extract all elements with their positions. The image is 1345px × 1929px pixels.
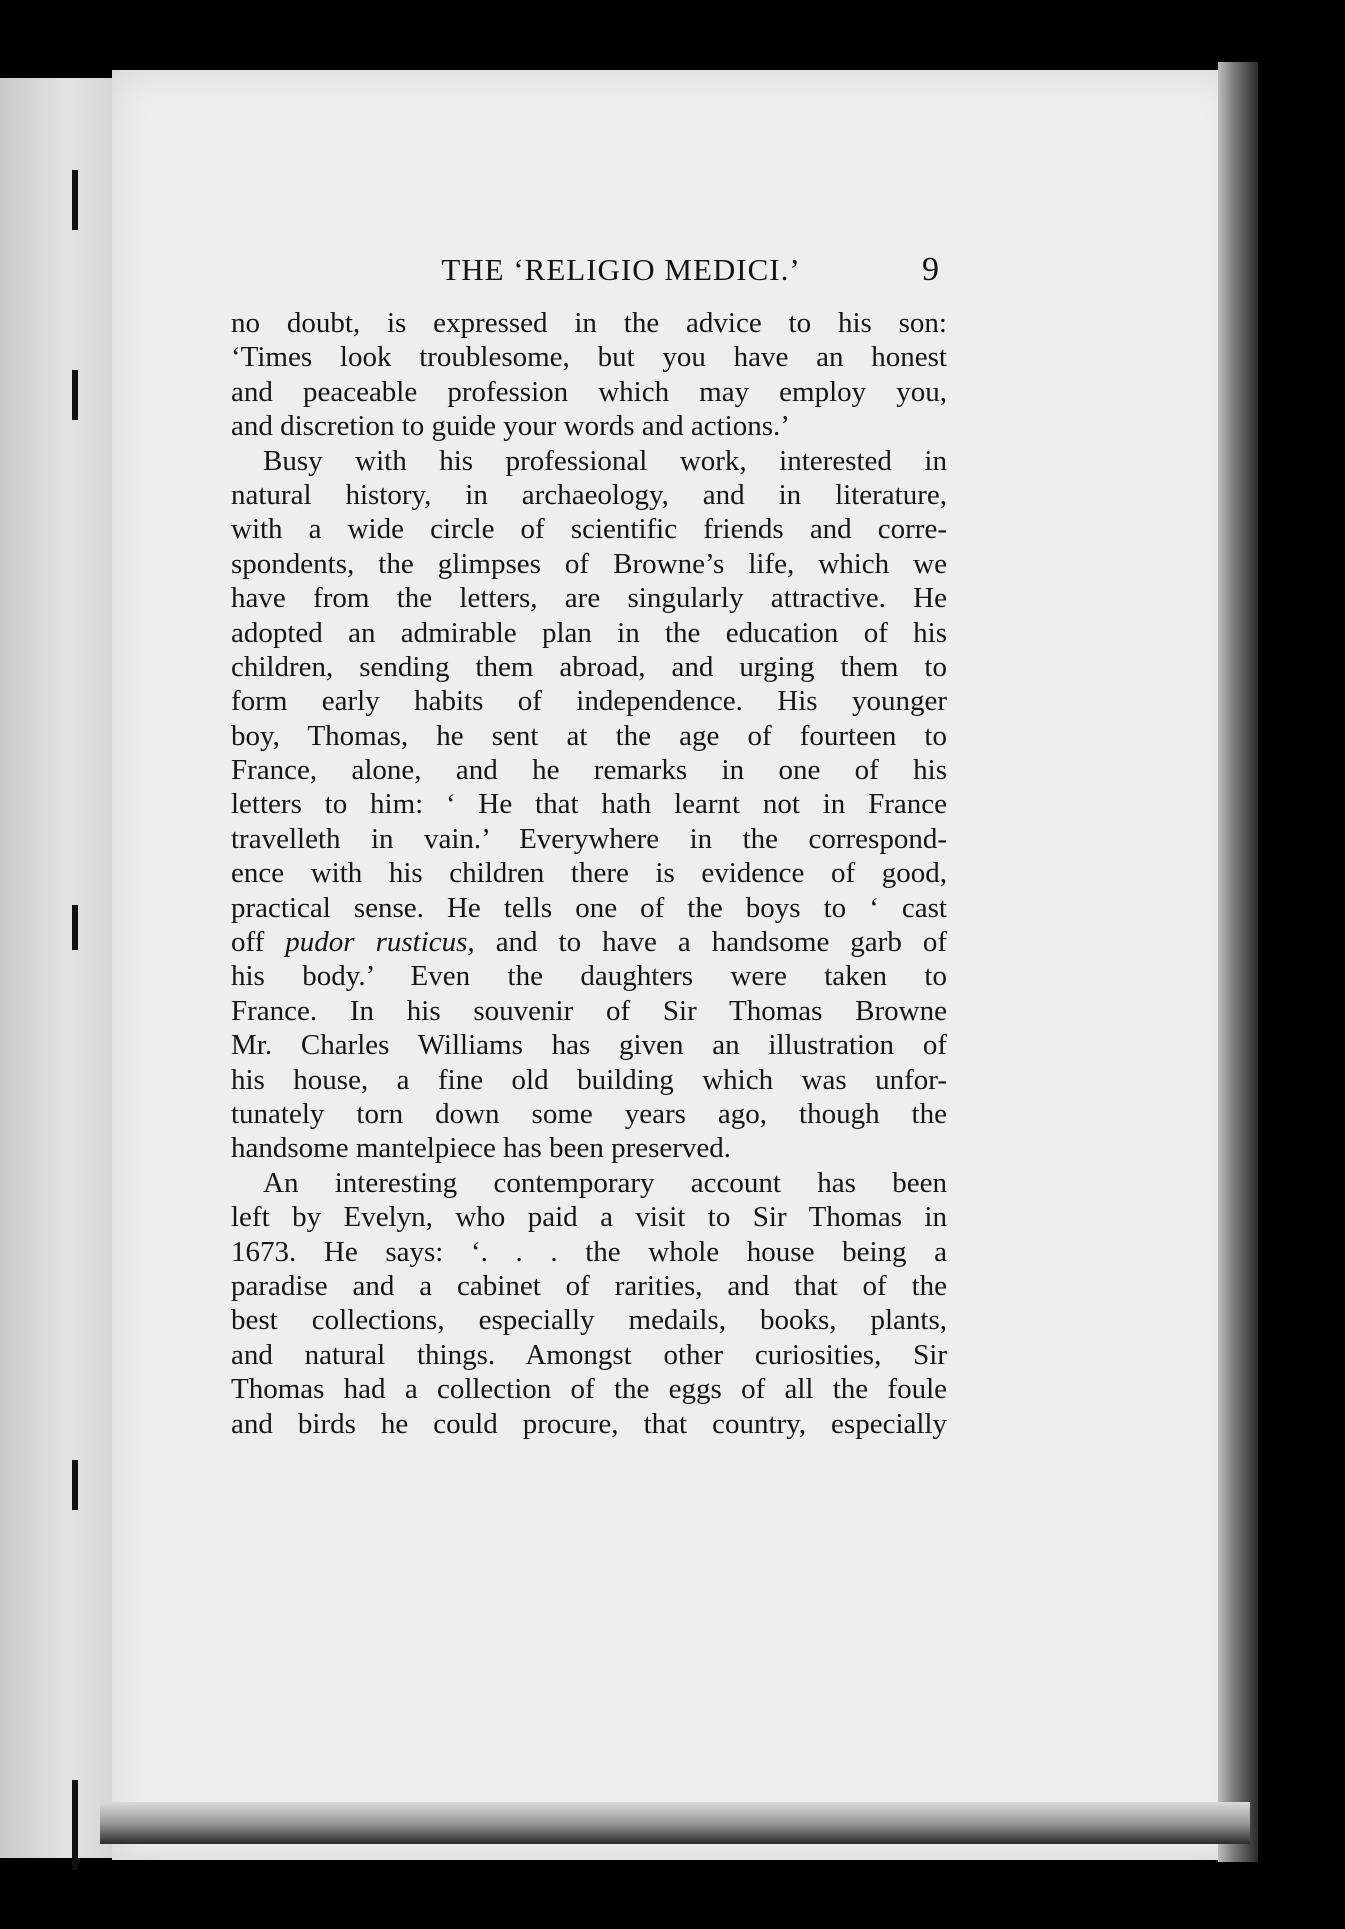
italic-phrase: pudor rusticus, [285, 926, 475, 959]
text-line: practical sense. He tells one of the boys to ‘ cast [231, 891, 947, 924]
page-bottom-edge [100, 1802, 1250, 1844]
text-line: have from the letters, are singularly attractive. He [231, 582, 947, 615]
text-line: no doubt, is expressed in the advice to his son: [231, 307, 947, 339]
body-text [231, 306, 947, 1441]
page-number: 9 [922, 251, 940, 288]
text-fragment: off [231, 926, 265, 959]
page-fore-edge [1218, 62, 1258, 1862]
text-line: Mr. Charles Williams has given an illustration of [231, 1029, 947, 1062]
binding-mark [72, 170, 78, 230]
text-fragment: and to have a handsome garb of [495, 926, 947, 959]
text-line: France, alone, and he remarks in one of his [231, 754, 947, 787]
text-line: and birds he could procure, that country, especially [231, 1407, 947, 1440]
text-line: and discretion to guide your words and actions.’ [231, 410, 790, 443]
binding-mark [72, 1460, 78, 1510]
text-line: his house, a fine old building which was unfor- [231, 1063, 947, 1096]
binding-mark [72, 370, 78, 420]
text-line: Thomas had a collection of the eggs of all the foule [231, 1373, 947, 1406]
text-line: letters to him: ‘ He that hath learnt not in France [231, 788, 947, 821]
text-line: tunately torn down some years ago, though the [231, 1097, 947, 1130]
text-line: natural history, in archaeology, and in literature, [231, 478, 947, 511]
text-line: his body.’ Even the daughters were taken to [231, 960, 947, 993]
running-head-title: THE ‘RELIGIO MEDICI.’ [441, 252, 801, 287]
text-line: travelleth in vain.’ Everywhere in the correspond- [231, 822, 947, 855]
text-line: left by Evelyn, who paid a visit to Sir Thomas in [231, 1201, 947, 1234]
paragraph-first-line: Busy with his professional work, interested in [263, 444, 947, 477]
text-line: spondents, the glimpses of Browne’s life, which we [231, 547, 947, 580]
text-line: ‘Times look troublesome, but you have an honest [231, 341, 947, 374]
text-line: ence with his children there is evidence of good, [231, 857, 947, 890]
text-line: France. In his souvenir of Sir Thomas Browne [231, 994, 947, 1027]
text-line: boy, Thomas, he sent at the age of fourteen to [231, 719, 947, 752]
text-line: with a wide circle of scientific friends and corre- [231, 513, 947, 546]
text-line-with-italic [231, 925, 947, 959]
text-line: best collections, especially medails, books, plants, [231, 1304, 947, 1337]
text-line: and natural things. Amongst other curiosities, Sir [231, 1338, 947, 1371]
running-head [350, 248, 940, 292]
text-line: and peaceable profession which may employ you, [231, 375, 947, 408]
binding-mark [72, 1780, 78, 1870]
text-line: adopted an admirable plan in the education of his [231, 616, 947, 649]
text-line: paradise and a cabinet of rarities, and that of the [231, 1269, 947, 1302]
text-line: form early habits of independence. His younger [231, 685, 947, 718]
text-line: handsome mantelpiece has been preserved. [231, 1132, 732, 1165]
previous-page-edge [0, 78, 115, 1858]
paragraph-first-line: An interesting contemporary account has been [263, 1166, 947, 1199]
binding-mark [72, 905, 78, 950]
text-line: children, sending them abroad, and urging them to [231, 650, 947, 683]
text-line: 1673. He says: ‘. . . the whole house being a [231, 1235, 947, 1268]
